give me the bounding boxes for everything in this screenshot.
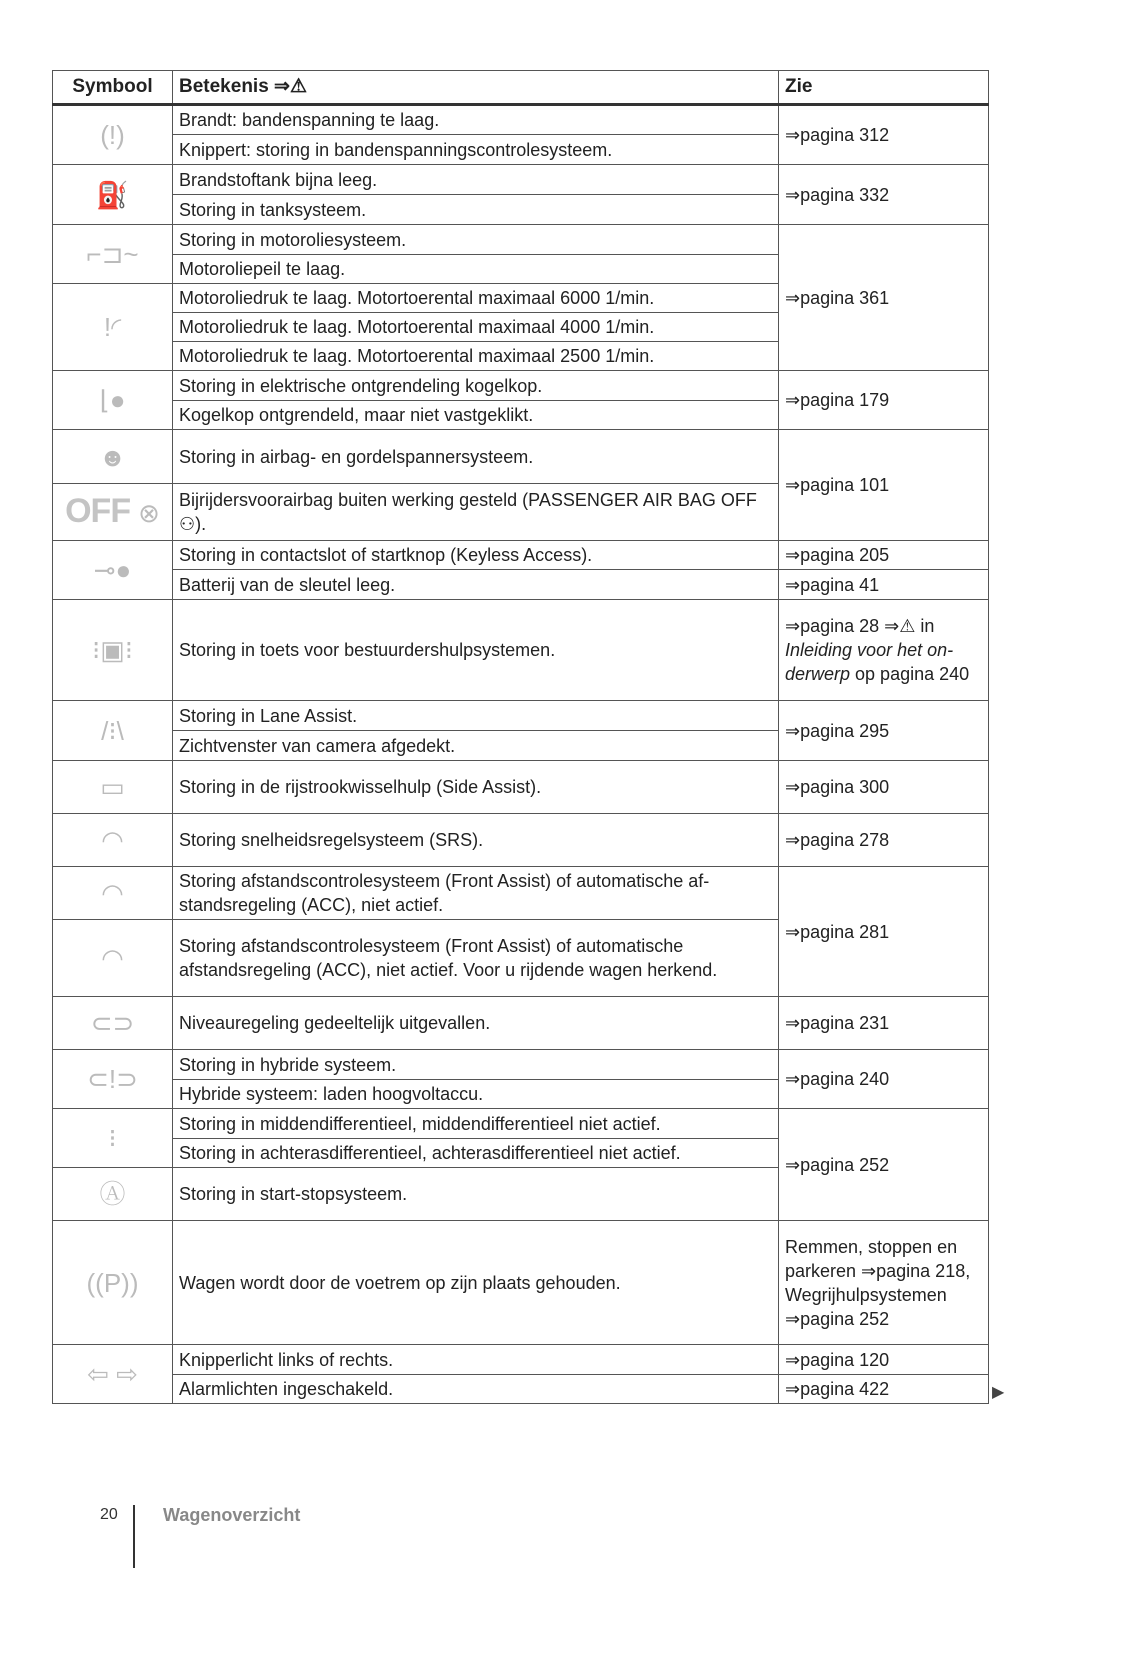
table-row <box>53 1375 989 1404</box>
reference-text: ⇒pagina 312 <box>785 125 890 145</box>
column-header-symbol: Symbool <box>53 71 173 105</box>
table-row <box>53 371 989 401</box>
table-row <box>53 1345 989 1375</box>
reference-text: ⇒pagina 252 <box>785 1154 890 1175</box>
page-reference[interactable] <box>779 600 989 701</box>
meaning-cell: Storing in start-stopsysteem. <box>173 1168 779 1221</box>
front-assist-icon: ◠ <box>53 867 173 920</box>
reference-text: ⇒pagina 300 <box>785 777 890 797</box>
page-reference[interactable] <box>779 165 989 225</box>
speed-limiter-icon: ◠ <box>53 814 173 867</box>
passenger-airbag-off-icon: OFF ⊗ <box>53 484 173 541</box>
meaning-cell: Storing in achterasdifferentieel, achterasdifferentieel niet actief. <box>173 1139 779 1168</box>
page-reference[interactable] <box>779 867 989 997</box>
table-row <box>53 814 989 867</box>
driver-assist-button-icon: ⁝▣⁝ <box>53 600 173 701</box>
front-assist-vehicle-icon: ◠ <box>53 920 173 997</box>
reference-text: ⇒pagina 28 ⇒⚠ in <box>785 616 935 636</box>
continue-arrow-icon: ▶ <box>992 1384 1005 1401</box>
table-row <box>53 570 989 600</box>
meaning-cell: Storing in motoroliesysteem. <box>173 225 779 255</box>
tow-bar-icon: ⌊● <box>53 371 173 430</box>
meaning-cell: Storing in middendifferentieel, middendifferentieel niet actief. <box>173 1109 779 1139</box>
reference-text: ⇒pagina 422 <box>785 1379 890 1399</box>
meaning-cell: Storing in toets voor bestuurdershulpsystemen. <box>173 600 779 701</box>
reference-text: ⇒pagina 332 <box>785 184 890 205</box>
page-reference[interactable] <box>779 761 989 814</box>
column-header-see: Zie <box>779 71 989 105</box>
page-reference[interactable] <box>779 814 989 867</box>
airbag-off-label: OFF <box>65 492 131 530</box>
table-header-row <box>53 71 989 105</box>
meaning-cell: Bijrijdersvoorairbag buiten werking gesteld (PASSENGER AIR BAG OFF ⚇). <box>173 484 779 541</box>
table-row <box>53 105 989 135</box>
table-row <box>53 867 989 920</box>
reference-text: ⇒pagina 295 <box>785 720 890 741</box>
auto-hold-icon: ((P)) <box>53 1221 173 1345</box>
page-reference[interactable] <box>779 225 989 371</box>
meaning-cell: Storing afstandscontrolesysteem (Front Assist) of automatische af-standsregeling (ACC), niet actief. <box>173 867 779 920</box>
table-row <box>53 1109 989 1139</box>
page-reference[interactable] <box>779 1375 989 1404</box>
airbag-icon: ☻ <box>53 430 173 484</box>
meaning-cell: Storing in airbag- en gordelspannersysteem. <box>173 430 779 484</box>
table-row <box>53 430 989 484</box>
column-header-meaning: Betekenis ⇒⚠ <box>173 71 779 105</box>
reference-text: ⇒pagina 231 <box>785 1013 890 1033</box>
meaning-cell: Hybride systeem: laden hoogvoltaccu. <box>173 1080 779 1109</box>
page-reference[interactable] <box>779 701 989 761</box>
page-number: 20 <box>100 1506 118 1523</box>
table-row <box>53 541 989 570</box>
page-reference[interactable] <box>779 1345 989 1375</box>
page-reference[interactable] <box>779 1221 989 1345</box>
reference-text: ⇒pagina 240 <box>785 1069 890 1089</box>
meaning-cell: Alarmlichten ingeschakeld. <box>173 1375 779 1404</box>
level-control-icon: ⊂⊃ <box>53 997 173 1050</box>
page-reference[interactable] <box>779 997 989 1050</box>
meaning-cell: Motoroliepeil te laag. <box>173 255 779 284</box>
table-row <box>53 165 989 195</box>
page-reference[interactable] <box>779 541 989 570</box>
table-row <box>53 225 989 255</box>
meaning-cell: Storing in tanksysteem. <box>173 195 779 225</box>
meaning-cell: Niveauregeling gedeeltelijk uitgevallen. <box>173 997 779 1050</box>
reference-text: ⇒pagina 101 <box>785 475 890 495</box>
table-row <box>53 1050 989 1080</box>
reference-text: ⇒pagina 278 <box>785 830 890 850</box>
meaning-cell: Wagen wordt door de voetrem op zijn plaats gehouden. <box>173 1221 779 1345</box>
meaning-cell: Storing in de rijstrookwisselhulp (Side Assist). <box>173 761 779 814</box>
meaning-cell: Storing snelheidsregelsysteem (SRS). <box>173 814 779 867</box>
meaning-cell: Motoroliedruk te laag. Motortoerental maximaal 4000 1/min. <box>173 313 779 342</box>
differential-icon: ⁝ <box>53 1109 173 1168</box>
table-row <box>53 1221 989 1345</box>
reference-text: op pagina 240 <box>850 664 970 684</box>
reference-text: ⇒pagina 120 <box>785 1349 890 1370</box>
reference-text: ⇒pagina 41 <box>785 574 880 595</box>
table-row <box>53 997 989 1050</box>
reference-text: ⇒pagina 361 <box>785 287 890 308</box>
side-assist-icon: ▭ <box>53 761 173 814</box>
meaning-cell: Storing in Lane Assist. <box>173 701 779 731</box>
fuel-icon: ⛽ <box>53 165 173 225</box>
page-reference[interactable] <box>779 1109 989 1221</box>
meaning-cell: Storing in elektrische ontgrendeling kogelkop. <box>173 371 779 401</box>
table-row <box>53 761 989 814</box>
page-reference[interactable] <box>779 105 989 165</box>
tire-pressure-icon: (!) <box>53 105 173 165</box>
turn-signal-icon: ⇦ ⇨ <box>53 1345 173 1404</box>
reference-text: ⇒pagina 205 <box>785 545 890 565</box>
oil-pressure-gauge-icon: !◜ <box>53 284 173 371</box>
meaning-cell: Brandstoftank bijna leeg. <box>173 165 779 195</box>
oil-can-icon: ⌐⊐~ <box>53 225 173 284</box>
meaning-cell: Batterij van de sleutel leeg. <box>173 570 779 600</box>
meaning-cell: Storing in contactslot of startknop (Keyless Access). <box>173 541 779 570</box>
lane-assist-icon: /⁝\ <box>53 701 173 761</box>
reference-text: Inleiding voor het on-derwerp <box>785 640 954 684</box>
key-icon: ⊸● <box>53 541 173 600</box>
reference-text: Remmen, stoppen en parkeren ⇒pagina 218, Wegrijhulpsystemen ⇒pagina 252 <box>785 1236 971 1329</box>
meaning-cell: Knipperlicht links of rechts. <box>173 1345 779 1375</box>
reference-text: ⇒pagina 281 <box>785 921 890 942</box>
meaning-cell: Knippert: storing in bandenspanningscontrolesysteem. <box>173 135 779 165</box>
meaning-cell: Zichtvenster van camera afgedekt. <box>173 731 779 761</box>
page-reference[interactable] <box>779 1050 989 1109</box>
footer-divider <box>133 1505 135 1568</box>
table-row <box>53 600 989 701</box>
meaning-cell: Motoroliedruk te laag. Motortoerental maximaal 2500 1/min. <box>173 342 779 371</box>
meaning-cell: Motoroliedruk te laag. Motortoerental maximaal 6000 1/min. <box>173 284 779 313</box>
table-row <box>53 701 989 731</box>
section-title: Wagenoverzicht <box>163 1505 301 1525</box>
reference-text: ⇒pagina 179 <box>785 390 890 410</box>
meaning-cell: Storing afstandscontrolesysteem (Front Assist) of automatische afstandsregeling (ACC), niet actief. Voor u rijdende wagen herkend. <box>173 920 779 997</box>
meaning-cell: Kogelkop ontgrendeld, maar niet vastgeklikt. <box>173 401 779 430</box>
page-reference[interactable] <box>779 570 989 600</box>
meaning-cell: Storing in hybride systeem. <box>173 1050 779 1080</box>
meaning-cell: Brandt: bandenspanning te laag. <box>173 105 779 135</box>
warning-lights-table <box>52 70 989 1404</box>
page-reference[interactable] <box>779 371 989 430</box>
hybrid-system-icon: ⊂!⊃ <box>53 1050 173 1109</box>
start-stop-icon: Ⓐ <box>53 1168 173 1221</box>
page-reference[interactable] <box>779 430 989 541</box>
